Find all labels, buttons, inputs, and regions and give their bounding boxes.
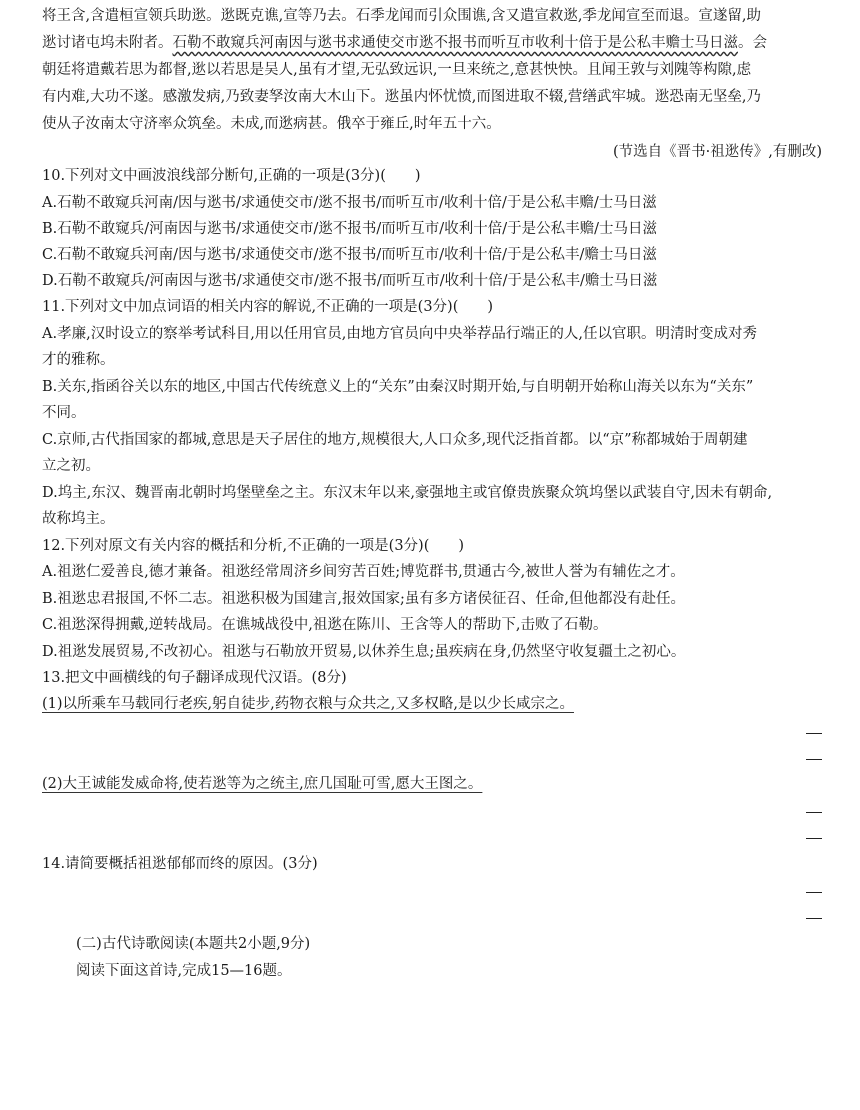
passage-line-2 — [42, 33, 767, 53]
q13-sentence-1 — [42, 694, 574, 714]
passage-text: 。会 — [738, 35, 767, 51]
q10-option-c: C.石勒不敢窥兵河南/因与逖书/求通使交市/逖不报书/而听互市/收利十倍/于是公私丰/赡士马日滋 — [42, 247, 657, 263]
q11-option-c-line-1: C.京师,古代指国家的都城,意思是天子居住的地方,规模很大,人口众多,现代泛指首都。以“京”称都城始于周朝建 — [42, 432, 748, 448]
passage-line-1: 将王含,含遣桓宣领兵助逖。逖既克谯,宣等乃去。石季龙闻而引众围谯,含又遣宣救逖,季龙闻宣至而退。宣遂留,助 — [42, 8, 762, 24]
passage-line-5: 使从子汝南太守济率众筑垒。未成,而逖病甚。俄卒于雍丘,时年五十六。 — [42, 116, 501, 132]
section-2-instruction: 阅读下面这首诗,完成15—16题。 — [76, 963, 292, 979]
q11-option-a-line-2: 才的雅称。 — [42, 352, 115, 368]
passage-line-4: 有内难,大功不遂。感激发病,乃致妻孥汝南大木山下。逖虽内怀忧愤,而图进取不辍,营缮武牢城。逖恐南无坚垒,乃 — [42, 89, 762, 105]
q12-option-d: D.祖逖发展贸易,不改初心。祖逖与石勒放开贸易,以休养生息;虽疾病在身,仍然坚守收复疆土之初心。 — [42, 644, 686, 660]
answer-line — [806, 733, 822, 734]
underlined-sentence: (2)大王诚能发威命将,使若逖等为之统主,庶几国耻可雪,愿大王图之。 — [42, 776, 483, 792]
answer-line — [806, 892, 822, 893]
q10-option-a: A.石勒不敢窥兵河南/因与逖书/求通使交市/逖不报书/而听互市/收利十倍/于是公私丰赡/士马日滋 — [42, 195, 657, 211]
q12-option-a: A.祖逖仁爱善良,德才兼备。祖逖经常周济乡间穷苦百姓;博览群书,贯通古今,被世人誉为有辅佐之才。 — [42, 564, 685, 580]
passage-text: 逖讨诸屯坞未附者。 — [42, 35, 173, 51]
q14-stem: 14.请简要概括祖逖郁郁而终的原因。(3分) — [42, 856, 318, 872]
q13-sentence-2 — [42, 774, 482, 794]
q11-option-d-line-2: 故称坞主。 — [42, 511, 115, 527]
passage-source: (节选自《晋书·祖逖传》,有删改) — [612, 144, 822, 160]
q11-option-b-line-1: B.关东,指函谷关以东的地区,中国古代传统意义上的“关东”由秦汉时期开始,与自明朝开始称山海关以东为“关东” — [42, 379, 754, 395]
q10-option-b: B.石勒不敢窥兵/河南因与逖书/求通使交市/逖不报书/而听互市/收利十倍/于是公私丰赡/士马日滋 — [42, 221, 657, 237]
answer-line — [806, 838, 822, 839]
q10-option-d: D.石勒不敢窥兵/河南因与逖书/求通使交市/逖不报书/而听互市/收利十倍/于是公私丰/赡士马日滋 — [42, 273, 658, 289]
answer-line — [806, 812, 822, 813]
q11-option-a-line-1: A.孝廉,汉时设立的察举考试科目,用以任用官员,由地方官员向中央举荐品行端正的人,任以官职。明清时变成对秀 — [42, 326, 758, 342]
underlined-sentence: (1)以所乘车马载同行老疾,躬自徒步,药物衣粮与众共之,又多权略,是以少长咸宗之。 — [42, 696, 574, 712]
answer-line — [806, 918, 822, 919]
q11-option-d-line-1: D.坞主,东汉、魏晋南北朝时坞堡壁垒之主。东汉末年以来,豪强地主或官僚贵族聚众筑坞堡以武装自守,因未有朝命, — [42, 485, 773, 501]
q10-stem: 10.下列对文中画波浪线部分断句,正确的一项是(3分)( ) — [42, 168, 421, 184]
q11-stem: 11.下列对文中加点词语的相关内容的解说,不正确的一项是(3分)( ) — [42, 299, 494, 315]
passage-line-3: 朝廷将遣戴若思为都督,逖以若思是吴人,虽有才望,无弘致远识,一旦来统之,意甚怏怏。且闻王敦与刘隗等构隙,虑 — [42, 62, 752, 78]
q13-stem: 13.把文中画横线的句子翻译成现代汉语。(8分) — [42, 670, 347, 686]
q12-option-c: C.祖逖深得拥戴,逆转战局。在谯城战役中,祖逖在陈川、王含等人的帮助下,击败了石勒。 — [42, 617, 608, 633]
wavy-underlined-sentence: 石勒不敢窥兵河南因与逖书求通使交市逖不报书而听互市收利十倍于是公私丰赡士马日滋 — [172, 35, 738, 51]
q11-option-c-line-2: 立之初。 — [42, 458, 100, 474]
answer-line — [806, 759, 822, 760]
q12-stem: 12.下列对原文有关内容的概括和分析,不正确的一项是(3分)( ) — [42, 538, 465, 554]
q12-option-b: B.祖逖忠君报国,不怀二志。祖逖积极为国建言,报效国家;虽有多方诸侯征召、任命,但他都没有赴任。 — [42, 591, 685, 607]
q11-option-b-line-2: 不同。 — [42, 405, 86, 421]
section-2-title: (二)古代诗歌阅读(本题共2小题,9分) — [76, 936, 311, 952]
